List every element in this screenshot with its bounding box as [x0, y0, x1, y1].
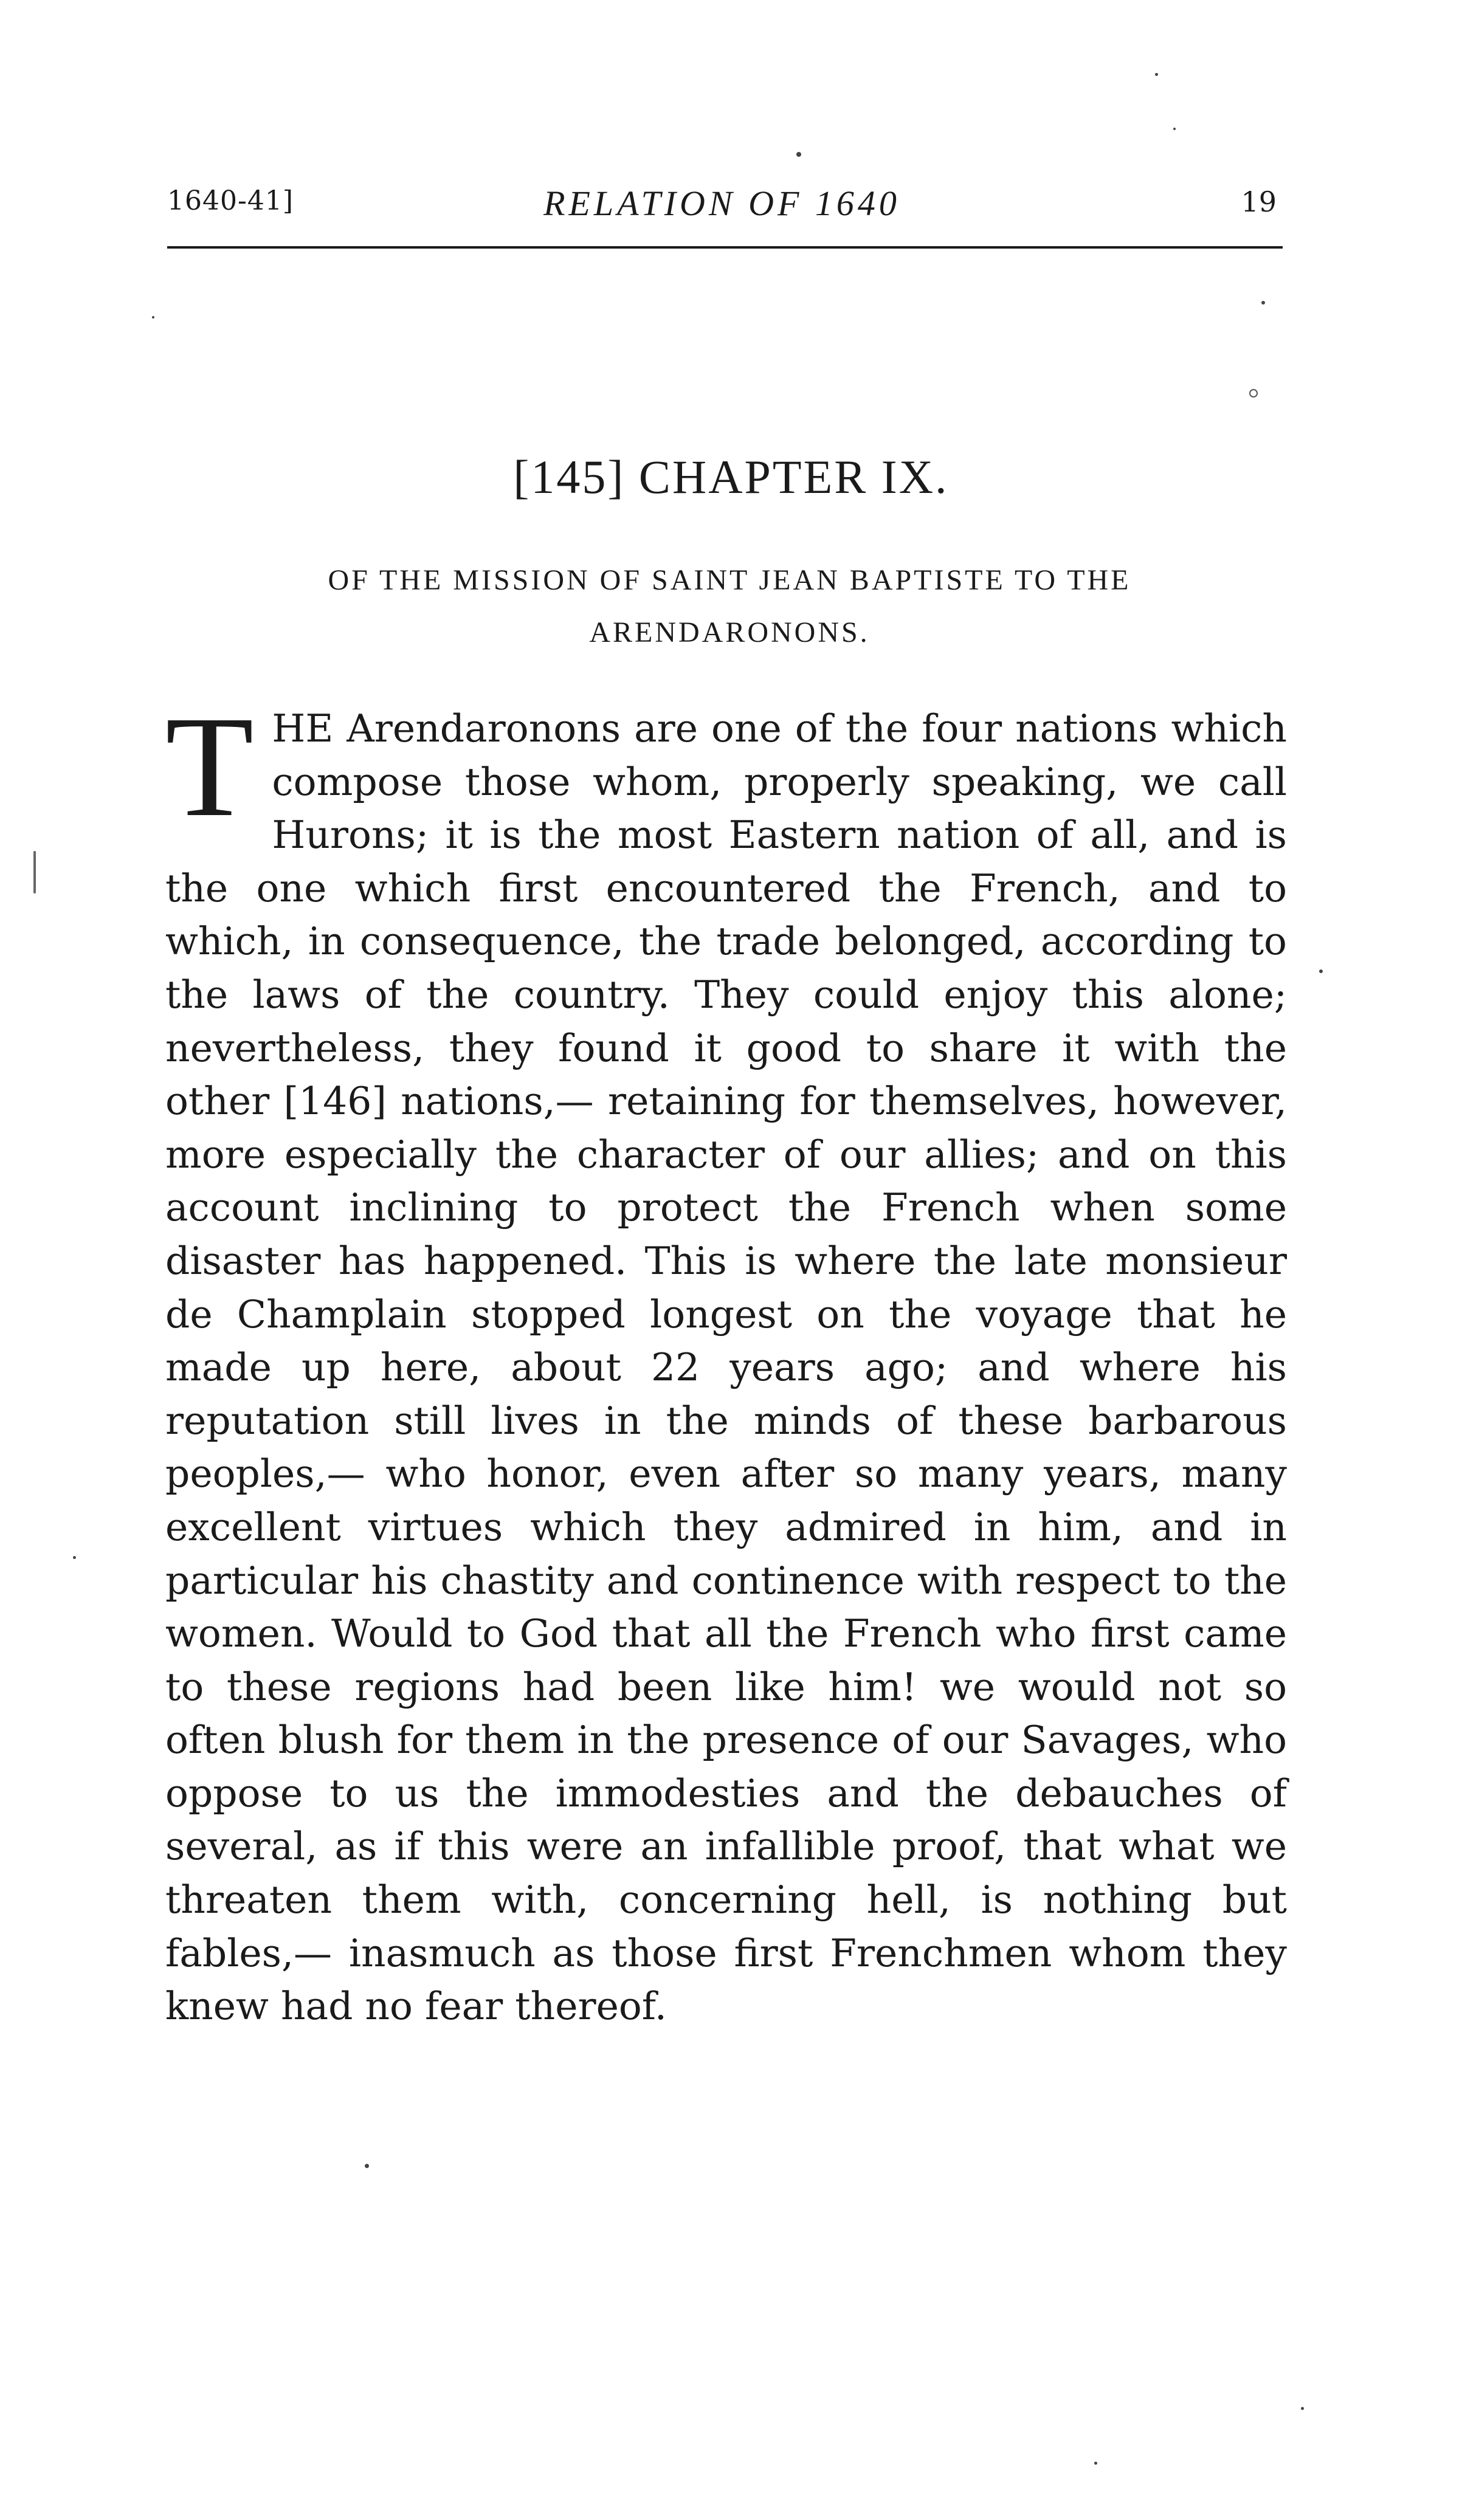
running-head-date-range: 1640-41]	[167, 185, 294, 216]
paper-speck	[1155, 73, 1158, 76]
paper-speck	[73, 1556, 76, 1559]
drop-cap-initial: T	[165, 687, 254, 847]
paragraph-text: HE Arendaronons are one of the four nations which compose those whom, properly speaking, we call Hurons; it is the most Eastern nation of all, and is the one which first encountered the French, and to which, in consequence, the trade belonged, according to the laws of the country. They could enjoy this alone; nevertheless, they found it good to share it with the other [146] nations,— retaining for themselves, however, more especially the character of our allies; and on this account inclining to protect the French when some disaster has happened. This is where the late monsieur de Champlain stopped longest on the voyage that he made up here, about 22 years ago; and where his reputation still lives in the minds of these barbarous peoples,— who honor, even after so many years, many excellent virtues which they admired in him, and in particular his chastity and continence with respect to the women. Would to God that all the French who first came to these regions had been like him! we would not so often blush for them in the presence of our Savages, who oppose to us the immodesties and the debauches of several, as if this were an infallible proof, that what we threaten them with, concerning hell, is nothing but fables,— inasmuch as those first Frenchmen whom they knew had no fear thereof.	[165, 706, 1287, 2029]
chapter-subtitle-line-1: OF THE MISSION OF SAINT JEAN BAPTISTE TO THE	[328, 564, 1131, 596]
running-head-title: RELATION OF 1640	[543, 184, 900, 223]
paper-speck	[1094, 2462, 1097, 2465]
paper-speck	[33, 851, 36, 893]
header-rule	[167, 246, 1283, 249]
paper-speck	[152, 316, 154, 318]
paper-speck	[1319, 969, 1323, 973]
paper-speck	[365, 2164, 369, 2168]
chapter-body-paragraph	[165, 687, 1287, 2033]
page-number: 19	[1241, 185, 1277, 218]
running-header	[167, 185, 1277, 228]
paper-speck	[1249, 389, 1258, 398]
chapter-subtitle-line-2: ARENDARONONS.	[589, 616, 870, 649]
chapter-title: [145] CHAPTER IX.	[513, 450, 949, 503]
paper-speck	[796, 152, 801, 157]
chapter-subtitle	[182, 554, 1277, 659]
paper-speck	[1301, 2407, 1304, 2410]
paper-speck	[1261, 301, 1265, 305]
paper-speck	[1173, 128, 1176, 130]
